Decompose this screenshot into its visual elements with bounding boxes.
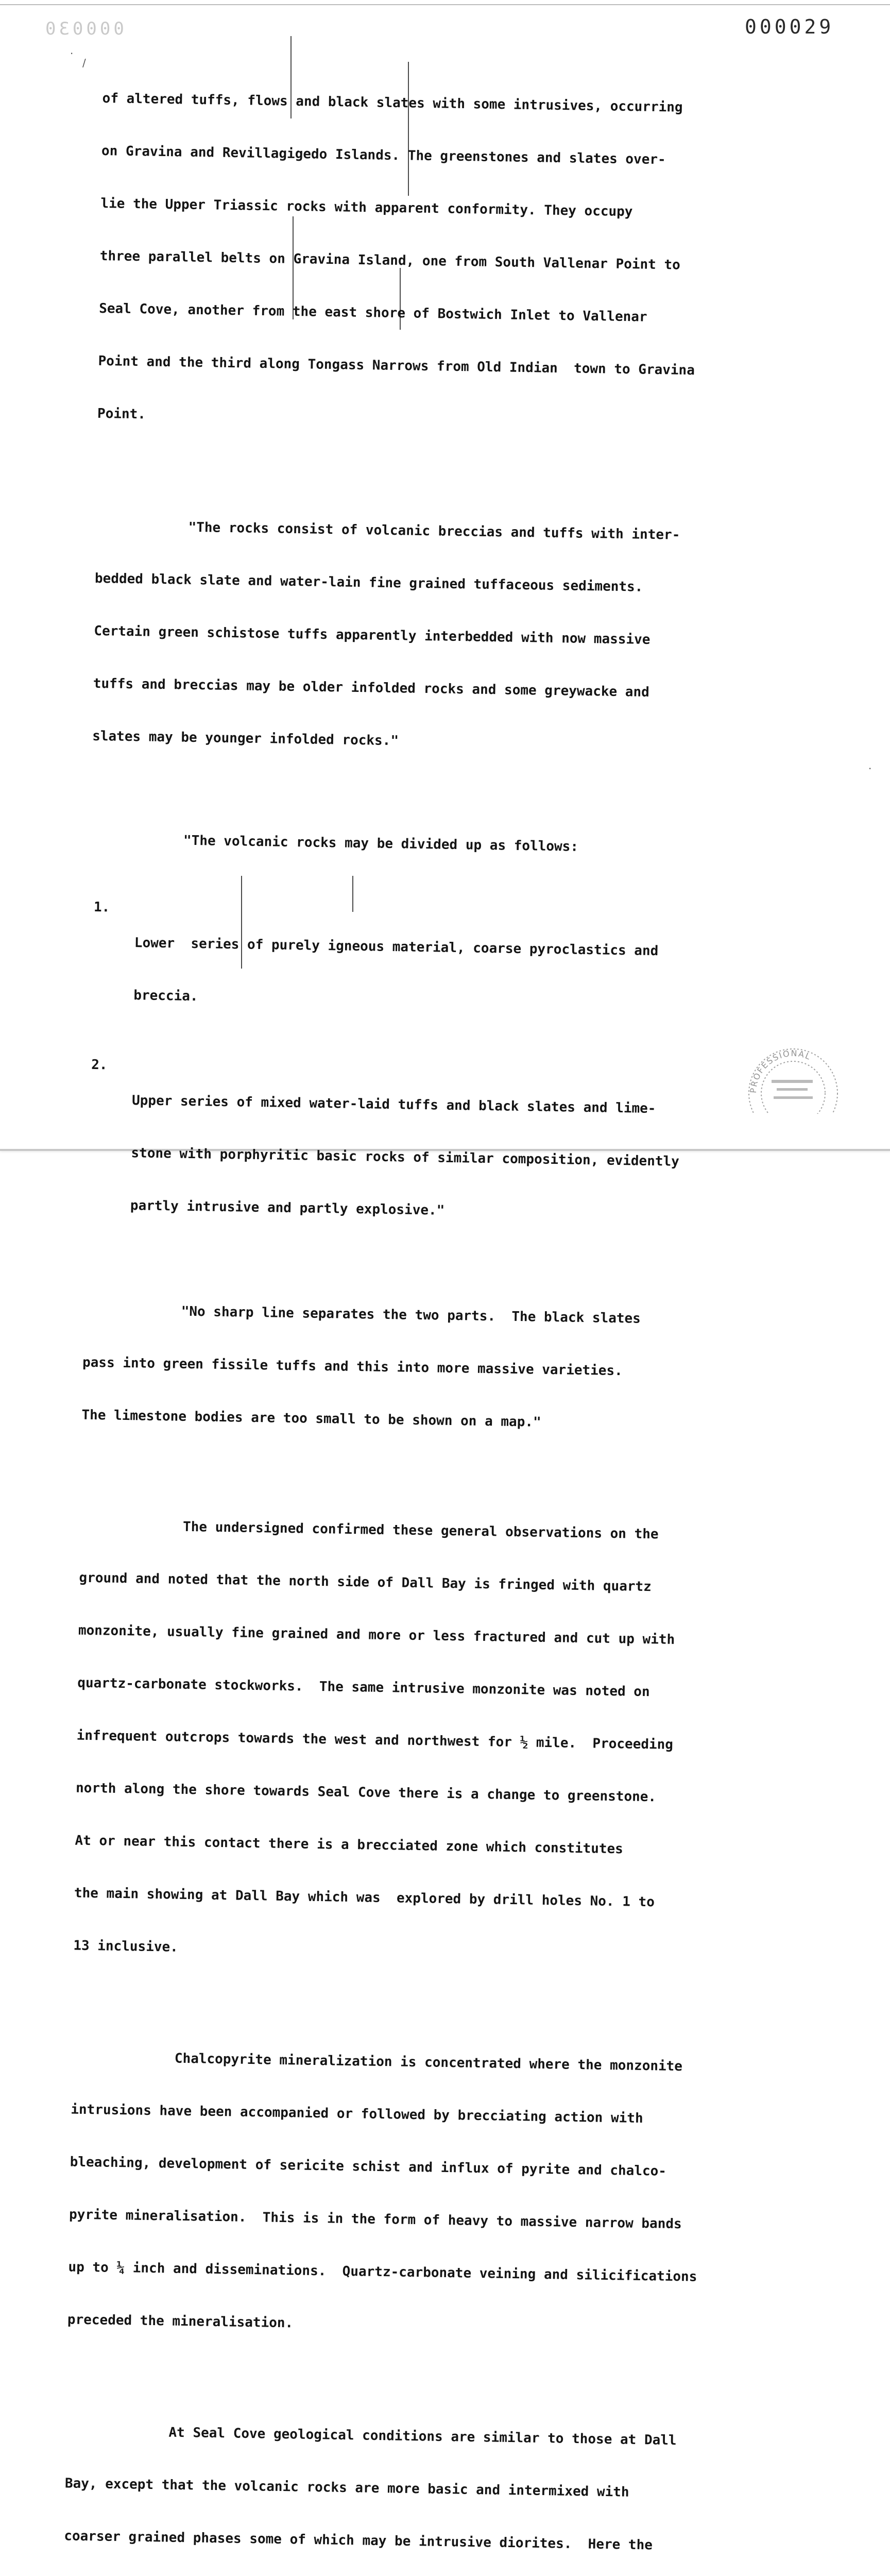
text-line: preceded the mineralisation. <box>67 2312 294 2331</box>
list-item <box>84 1056 809 1260</box>
text-line: bedded black slate and water-lain fine grained tuffaceous sediments. <box>94 570 643 595</box>
text-line: breccia. <box>133 988 198 1005</box>
text-line: monzonite, usually fine grained and more or less fractured and cut up with <box>78 1622 675 1648</box>
text-line: pass into green fissile tuffs and this into more massive varieties. <box>82 1354 623 1379</box>
paragraph <box>92 482 817 791</box>
text-line: Point. <box>97 405 146 422</box>
text-line: north along the shore towards Seal Cove there is a change to greenstone. <box>75 1780 657 1805</box>
text-line: of altered tuffs, flows and black slates with some intrusives, occurring <box>102 90 683 115</box>
text-line: At or near this contact there is a brecciated zone which constitutes <box>75 1833 624 1857</box>
list-number: 2. <box>91 1057 108 1073</box>
document-body <box>59 55 824 2576</box>
text-line: At Seal Cove geological conditions are similar to those at Dall <box>168 2425 677 2449</box>
text-line: on Gravina and Revillagigedo Islands. The greenstones and slates over- <box>101 143 666 168</box>
text-line: coarser grained phases some of which may be intrusive diorites. Here the <box>64 2528 653 2553</box>
text-line: Point and the third along Tongass Narrows from Old Indian town to Gravina <box>98 353 695 379</box>
paragraph <box>73 1482 801 2001</box>
text-line: The limestone bodies are too small to be shown on a map." <box>81 1407 541 1430</box>
text-line: the main showing at Dall Bay which was explored by drill holes No. 1 to <box>74 1885 655 1910</box>
text-line: 13 inclusive. <box>73 1938 179 1955</box>
paragraph <box>67 2013 794 2375</box>
text-line: quartz-carbonate stockworks. The same intrusive monzonite was noted on <box>77 1675 650 1700</box>
text-line: Chalcopyrite mineralization is concentrated where the monzonite <box>174 2050 683 2075</box>
text-line: Seal Cove, another from the east shore of Bostwich Inlet to Vallenar <box>99 300 647 325</box>
stray-mark: / <box>82 57 86 69</box>
text-line: Lower series of purely igneous material, coarse pyroclastics and <box>134 935 659 959</box>
text-line: bleaching, development of sericite schist and influx of pyrite and chalco- <box>70 2154 667 2179</box>
seal-label: PROFESSIONAL <box>748 1048 813 1094</box>
top-edge-rule <box>0 4 890 5</box>
list-body <box>133 899 811 1050</box>
ghost-page-number: 000030 <box>42 19 124 39</box>
text-line: "No sharp line separates the two parts. The black slates <box>181 1303 641 1327</box>
text-line: stone with porphyritic basic rocks of similar composition, evidently <box>131 1145 680 1170</box>
text-line: Bay, except that the volcanic rocks are more basic and intermixed with <box>64 2476 629 2500</box>
text-line: "The rocks consist of volcanic breccias and tuffs with inter- <box>188 519 680 543</box>
text-line: Upper series of mixed water-laid tuffs and black slates and lime- <box>131 1093 656 1117</box>
svg-text:PROFESSIONAL <box>748 1048 813 1094</box>
stray-mark: · <box>70 47 74 60</box>
paragraph <box>90 795 812 894</box>
text-line: intrusions have been accompanied or followed by brecciating action with <box>71 2102 643 2126</box>
text-line: "The volcanic rocks may be divided up as follows: <box>183 833 579 855</box>
text-line: ground and noted that the north side of Dall Bay is fringed with quartz <box>79 1570 652 1595</box>
text-line: pyrite mineralisation. This is in the form of heavy to massive narrow bands <box>69 2207 682 2232</box>
text-line: up to ¼ inch and disseminations. Quartz-carbonate veining and silicifications <box>68 2259 697 2285</box>
list-number: 1. <box>93 899 110 916</box>
list-body <box>130 1057 809 1260</box>
stray-mark: · <box>868 762 872 775</box>
list-item <box>88 899 811 1050</box>
text-line: partly intrusive and partly explosive." <box>130 1198 445 1218</box>
text-line: tuffs and breccias may be older infolded rocks and some greywacke and <box>93 675 650 700</box>
text-line: The undersigned confirmed these general observations on the <box>182 1519 659 1543</box>
professional-seal-stamp <box>735 1037 851 1114</box>
paragraph <box>97 55 824 469</box>
text-line: infrequent outcrops towards the west and northwest for ½ mile. Proceeding <box>76 1727 674 1753</box>
text-line: three parallel belts on Gravina Island, one from South Vallenar Point to <box>99 248 681 273</box>
paragraph <box>59 2387 788 2576</box>
text-line: Certain green schistose tuffs apparently interbedded with now massive <box>94 623 651 648</box>
text-line: lie the Upper Triassic rocks with apparent conformity. They occupy <box>100 195 633 220</box>
page-number: 000029 <box>745 15 834 38</box>
text-line: slates may be younger infolded rocks." <box>92 728 399 749</box>
paragraph <box>81 1266 805 1470</box>
